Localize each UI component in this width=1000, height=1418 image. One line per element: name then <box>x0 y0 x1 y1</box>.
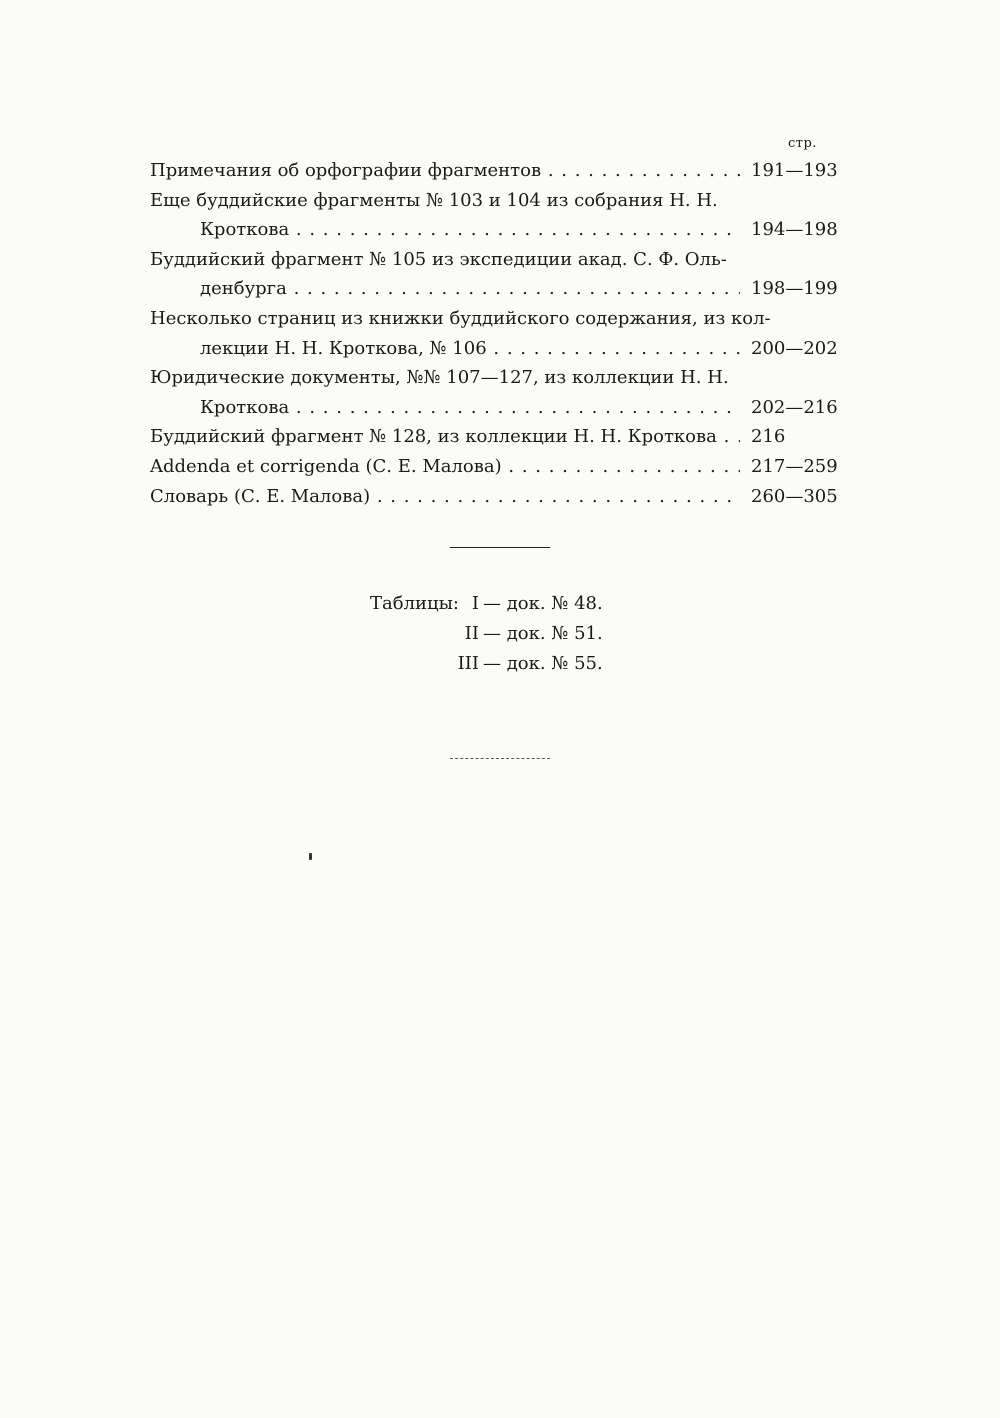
toc-entry-title: Буддийский фрагмент № 105 из экспедиции акад. С. Ф. Оль- <box>150 248 727 270</box>
toc-line <box>150 215 852 245</box>
plate-reference: — док. № 51. <box>483 623 603 644</box>
plate-numeral: III <box>457 653 479 674</box>
toc-entry-title: Еще буддийские фрагменты № 103 и 104 из собрания Н. Н. <box>150 189 718 211</box>
toc-page-range: 216 <box>751 426 786 448</box>
toc-line <box>150 482 852 512</box>
toc-page-range: 217—259 <box>751 455 838 477</box>
toc-line <box>150 393 852 423</box>
toc-line <box>150 334 852 364</box>
toc-line <box>150 274 852 304</box>
plate-reference: — док. № 48. <box>483 593 603 614</box>
toc-line <box>150 156 852 186</box>
toc-entry-title: Несколько страниц из книжки буддийского содержания, из кол- <box>150 307 771 329</box>
toc-entry-title: лекции Н. Н. Кроткова, № 106 <box>200 337 487 359</box>
end-divider <box>450 758 550 759</box>
ink-speck <box>309 853 312 860</box>
toc-line <box>150 304 852 334</box>
toc-line <box>150 245 852 275</box>
toc-entry-title: Кроткова <box>200 396 290 418</box>
toc-entry-title: Addenda et corrigenda (С. Е. Малова) <box>150 455 502 477</box>
toc-page-range: 200—202 <box>751 337 838 359</box>
toc-page-range: 191—193 <box>751 160 838 181</box>
plates-label: Таблицы: <box>370 593 459 614</box>
toc-entry-title: денбурга <box>200 278 287 300</box>
toc-entry-title: Буддийский фрагмент № 128, из коллекции Н. Н. Кроткова <box>150 426 717 448</box>
toc-page-range: 194—198 <box>751 219 838 241</box>
toc-line <box>150 186 852 216</box>
toc-page-range: 202—216 <box>751 396 838 418</box>
toc-page-range: 198—199 <box>751 278 838 300</box>
plate-entry <box>447 590 603 618</box>
table-of-contents <box>150 156 852 511</box>
plate-entry <box>447 650 603 678</box>
toc-line <box>150 363 852 393</box>
toc-entry-title: Словарь (С. Е. Малова) <box>150 485 371 507</box>
toc-page-range: 260—305 <box>751 485 838 507</box>
section-divider <box>450 547 550 548</box>
toc-line <box>150 422 852 452</box>
toc-line <box>150 452 852 482</box>
plate-reference: — док. № 55. <box>483 653 603 674</box>
plate-numeral: I <box>471 593 479 614</box>
toc-entry-title: Примечания об орфографии фрагментов <box>150 160 542 181</box>
page-column-label: стр. <box>788 136 817 151</box>
toc-entry-title: Юридические документы, №№ 107—127, из коллекции Н. Н. <box>150 367 729 389</box>
plate-entry <box>447 620 603 648</box>
toc-entry-title: Кроткова <box>200 219 290 241</box>
plate-numeral: II <box>464 623 479 644</box>
